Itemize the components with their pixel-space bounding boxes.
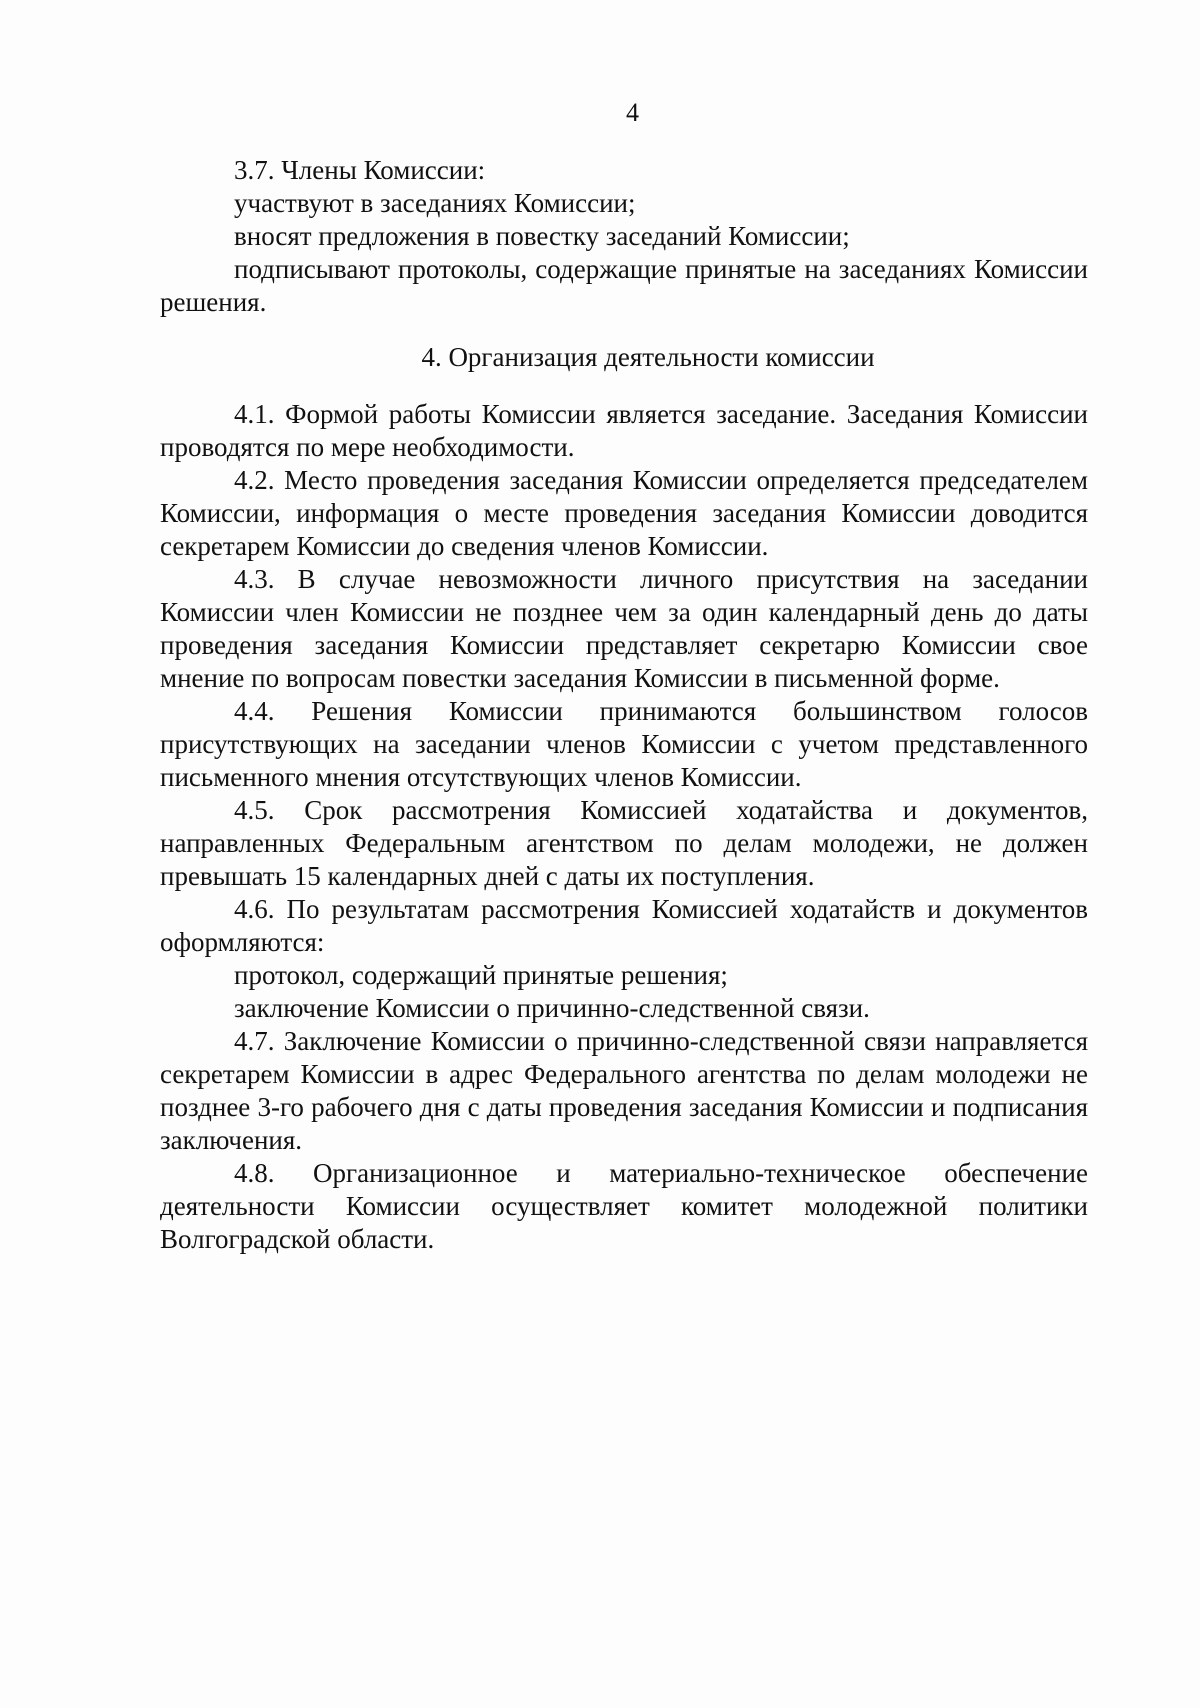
paragraph-4-1: 4.1. Формой работы Комиссии является заседание. Заседания Комиссии проводятся по мере необходимости. bbox=[160, 399, 1088, 462]
page-number: 4 bbox=[626, 98, 639, 127]
paragraph-4-6-item-1: протокол, содержащий принятые решения; bbox=[234, 960, 728, 990]
paragraph-4-5: 4.5. Срок рассмотрения Комиссией ходатайства и документов, направленных Федеральным агентством по делам молодежи, не должен превышать 15 календарных дней с даты их поступления. bbox=[160, 795, 1088, 891]
paragraph-3-7-item-2: вносят предложения в повестку заседаний Комиссии; bbox=[234, 221, 850, 251]
paragraph-3-7-item-3: подписывают протоколы, содержащие принятые на заседаниях Комиссии решения. bbox=[160, 254, 1088, 317]
paragraph-4-4: 4.4. Решения Комиссии принимаются большинством голосов присутствующих на заседании членов Комиссии с учетом представленного письменного мнения отсутствующих членов Комиссии. bbox=[160, 696, 1088, 792]
paragraph-4-3: 4.3. В случае невозможности личного присутствия на заседании Комиссии член Комиссии не позднее чем за один календарный день до даты проведения заседания Комиссии представляет секретарю Комиссии свое мнение по вопросам повестки заседания Комиссии в письменной форме. bbox=[160, 564, 1088, 693]
paragraph-4-6: 4.6. По результатам рассмотрения Комиссией ходатайств и документов оформляются: bbox=[160, 894, 1088, 957]
section-title: 4. Организация деятельности комиссии bbox=[421, 342, 875, 372]
paragraph-4-6-item-2: заключение Комиссии о причинно-следственной связи. bbox=[234, 993, 870, 1023]
paragraph-4-7: 4.7. Заключение Комиссии о причинно-следственной связи направляется секретарем Комиссии в адрес Федерального агентства по делам молодежи не позднее 3-го рабочего дня с даты проведения заседания Комиссии и подписания заключения. bbox=[160, 1026, 1088, 1155]
paragraph-3-7: 3.7. Члены Комиссии: bbox=[234, 155, 486, 185]
paragraph-3-7-item-1: участвуют в заседаниях Комиссии; bbox=[234, 188, 636, 218]
paragraph-4-2: 4.2. Место проведения заседания Комиссии определяется председателем Комиссии, информация о месте проведения заседания Комиссии доводится секретарем Комиссии до сведения членов Комиссии. bbox=[160, 465, 1088, 561]
paragraph-4-8: 4.8. Организационное и материально-техническое обеспечение деятельности Комиссии осуществляет комитет молодежной политики Волгоградской области. bbox=[160, 1158, 1088, 1254]
document-body bbox=[160, 154, 1088, 1256]
